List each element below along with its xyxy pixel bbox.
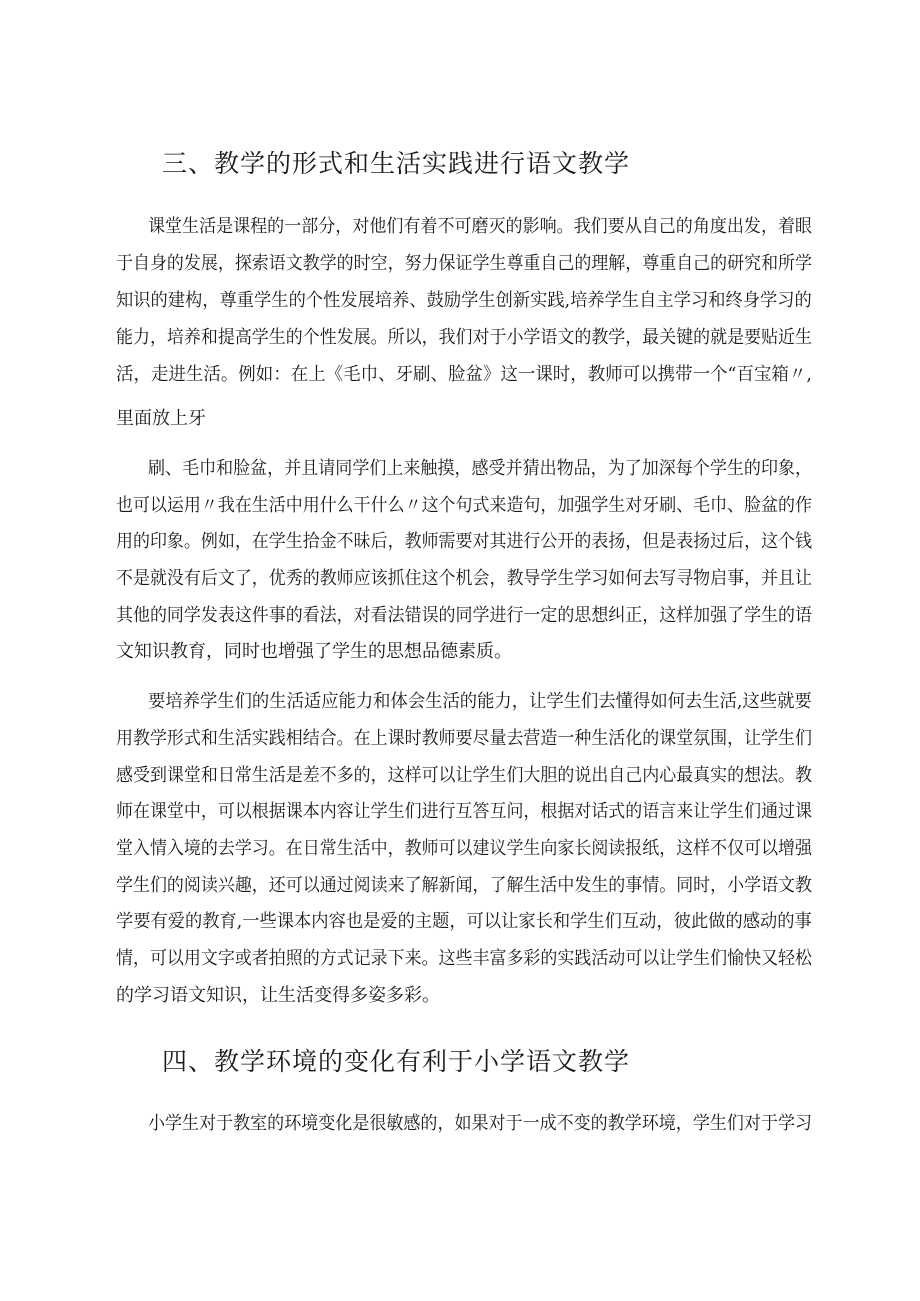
paragraph-line: 学生们的阅读兴趣，还可以通过阅读来了解新闻，了解生活中发生的事情。同时，小学语文教: [116, 875, 813, 896]
paragraph-line: 小学生对于教室的环境变化是很敏感的，如果对于一成不变的教学环境，学生们对于学习: [148, 1113, 813, 1134]
paragraph-line: 于自身的发展，探索语文教学的时空，努力保证学生尊重自己的理解，尊重自己的研究和所学: [116, 253, 813, 274]
paragraph-line: 要培养学生们的生活适应能力和体会生活的能力，让学生们去懂得如何去生活,这些就要: [148, 691, 812, 712]
paragraph-line: 也可以运用〃我在生活中用什么干什么〃这个句式来造句，加强学生对牙刷、毛巾、脸盆的作: [116, 495, 813, 516]
paragraph-line: 师在课堂中，可以根据课本内容让学生们进行互答互问，根据对话式的语言来让学生们通过课: [116, 801, 813, 822]
paragraph-line: 里面放上牙: [116, 408, 206, 429]
paragraph-line: 堂入情入境的去学习。在日常生活中，教师可以建议学生向家长阅读报纸，这样不仅可以增强: [116, 838, 813, 859]
paragraph-line: 感受到课堂和日常生活是差不多的，这样可以让学生们大胆的说出自己内心最真实的想法。教: [116, 765, 813, 786]
paragraph-line: 情，可以用文字或者拍照的方式记录下来。这些丰富多彩的实践活动可以让学生们愉快又轻松: [116, 948, 813, 969]
paragraph-line: 其他的同学发表这件事的看法，对看法错误的同学进行一定的思想纠正，这样加强了学生的语: [116, 605, 813, 626]
paragraph-line: 用的印象。例如，在学生拾金不昧后，教师需要对其进行公开的表扬，但是表扬过后，这个钱: [116, 531, 813, 552]
paragraph-line: 的学习语文知识，让生活变得多姿多彩。: [116, 985, 440, 1006]
paragraph-line: 活，走进生活。例如：在上《毛巾、牙刷、脸盆》这一课时，教师可以携带一个“百宝箱〃,: [116, 364, 812, 385]
paragraph-line: 刷、毛巾和脸盆，并且请同学们上来触摸，感受并猜出物品，为了加深每个学生的印象，: [148, 458, 813, 479]
paragraph-line: 不是就没有后文了，优秀的教师应该抓住这个机会，教导学生学习如何去写寻物启事，并且让: [116, 568, 813, 589]
paragraph-line: 学要有爱的教育,一些课本内容也是爱的主题，可以让家长和学生们互动，彼此做的感动的事: [116, 911, 812, 932]
section-4-heading: 四、教学环境的变化有利于小学语文教学: [162, 1047, 631, 1076]
paragraph-line: 能力，培养和提高学生的个性发展。所以，我们对于小学语文的教学，最关键的就是要贴近生: [116, 327, 813, 348]
paragraph-line: 文知识教育，同时也增强了学生的思想品德素质。: [116, 641, 512, 662]
paragraph-line: 课堂生活是课程的一部分，对他们有着不可磨灭的影响。我们要从自己的角度出发，着眼: [148, 216, 813, 237]
section-3-heading: 三、教学的形式和生活实践进行语文教学: [162, 149, 631, 178]
paragraph-line: 知识的建构，尊重学生的个性发展培养、鼓励学生创新实践,培养学生自主学习和终身学习的: [116, 290, 812, 311]
paragraph-line: 用教学形式和生活实践相结合。在上课时教师要尽量去营造一种生活化的课堂氛围，让学生们: [116, 728, 813, 749]
